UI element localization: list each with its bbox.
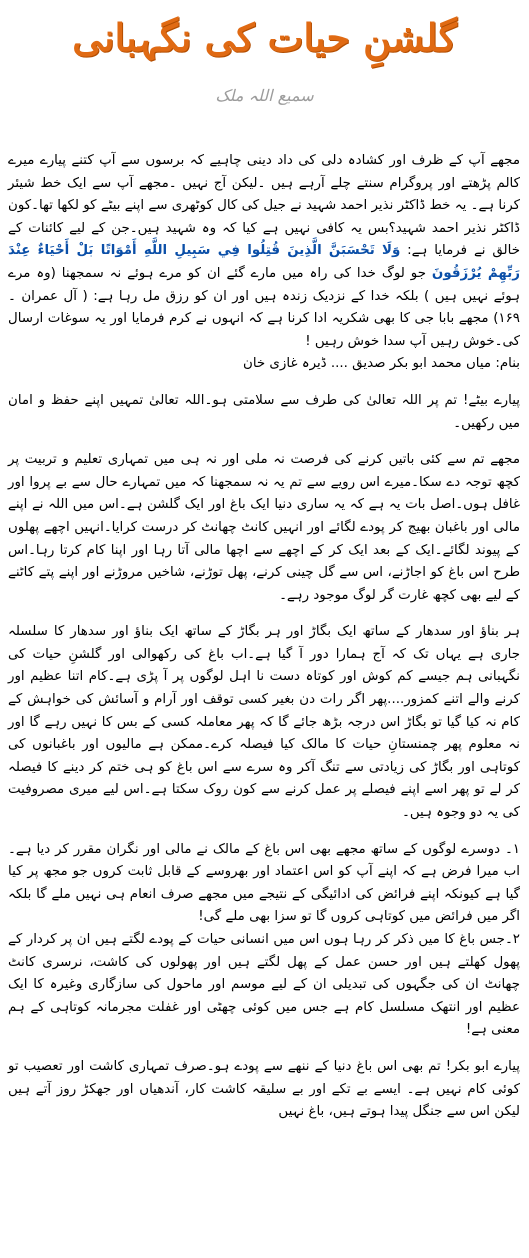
article-paragraph — [8, 929, 520, 1042]
article-paragraph — [8, 1056, 520, 1124]
paragraph-text: بنام: میاں محمد ابو بکر صدیق .... ڈیرہ غازی خان — [242, 356, 520, 372]
article-title: گلشنِ حیات کی نگہبانی — [72, 15, 457, 60]
paragraph-text: پیارے بیٹے! تم پر اللہ تعالیٰ کی طرف سے سلامتی ہو۔اللہ تعالیٰ تمہیں اپنے حفظ و امان میں رکھیں۔ — [8, 392, 520, 431]
article-paragraph — [8, 390, 520, 435]
paragraph-text: ۲۔جس باغ کا میں ذکر کر رہا ہوں اس میں انسانی حیات کے پودے لگتے ہیں ان پر کردار کے پھول کھلتے ہیں اور حسن عمل کے پھل لگتے ہیں اور پھولوں کی کاشت، نرسری کانٹ چھانٹ ان کی جگہوں کی تبدیلی ان کے لیے موسم اور ماحول کی سازگاری وغیرہ کا ایک عظیم اور انتھک مسلسل کام ہے جس میں کوئی چھٹی اور غفلت مجرمانہ کوتاہی کے ہم معنی ہے! — [8, 932, 520, 1038]
article-paragraph — [8, 449, 520, 607]
paragraph-text: مجھے آپ کے ظرف اور کشادہ دلی کی داد دینی چاہیے کہ برسوں سے آپ کتنے پیارے میرے کالم پڑھتے اور پروگرام سنتے چلے آرہے ہیں ۔لیکن آج نہیں ۔مجھے آپ سے ایک خط شیئر کرنا ہے۔ یہ خط ڈاکٹر نذیر احمد شہید نے جیل کی کال کوٹھری سے اپنے بیٹے کو لکھا تھا۔کون ڈاکٹر نذیر احمد شہید؟بس یہ کافی نہیں ہے کیا کہ وہ شہید ہیں۔جن کے لیے کائنات کے خالق نے فرمایا ہے: — [8, 153, 520, 259]
paragraph-text: پیارے ابو بکر! تم بھی اس باغ دنیا کے ننھے سے پودے ہو۔صرف تمہاری کاشت اور تعصیب تو کوئی کام نہیں ہے۔ ایسے بے تکے اور بے سلیقہ کاشت کار، آندھیاں اور جھکڑ روز آتے ہیں لیکن اس سے جنگل پیدا ہوتے ہیں، باغ نہیں — [8, 1058, 520, 1120]
article-paragraph — [8, 353, 520, 376]
article-paragraph — [8, 150, 520, 353]
article-paragraph — [8, 839, 520, 929]
quran-verse: وَلَا تَحْسَبَنَّ الَّذِينَ قُتِلُوا فِي سَبِيلِ اللَّهِ أَمْوَاتًا بَلْ أَحْيَاءٌ عِنْدَ رَبِّهِمْ يُرْزَقُونَ — [8, 243, 520, 281]
paragraph-text: ۱۔ دوسرے لوگوں کے ساتھ مجھے بھی اس باغ کے مالک نے مالی اور نگران مقرر کر دیا ہے۔اب میرا فرض ہے کہ اپنے آپ کو اس اعتماد اور بھروسے کے قابل ثابت کروں جو مجھ پر کیا گیا ہے کیونکہ اپنے فرائض کی ادائیگی کے نتیجے میں مجھے صرف انعام ہی نہیں ملے گا بلکہ اگر میں فرائض میں کوتاہی کروں گا تو سزا بھی ملے گی! — [8, 841, 520, 925]
article-paragraph — [8, 621, 520, 824]
author-byline: سمیع اللہ ملک — [215, 86, 314, 105]
paragraph-text: جو لوگ خدا کی راہ میں مارے گئے ان کو مرے ہوئے نہ سمجھنا (وہ مرے ہوئے نہیں ہیں ) بلکہ خدا کے نزدیک زندہ ہیں اور ان کو رزق مل رہا ہے: ( آل عمران ۔۱۶۹) مجھے بابا جی کا بھی شکریہ ادا کرنا ہے کہ انہوں نے کرم فرمایا اور یہ سوغات ارسال کی۔خوش رہیں آپ سدا خوش رہیں ! — [8, 265, 520, 349]
paragraph-text: ہر بناؤ اور سدھار کے ساتھ ایک بگاڑ اور ہر بگاڑ کے ساتھ ایک بناؤ اور سدھار کا سلسلہ جاری ہے یہاں تک کہ آج ہمارا دور آ گیا ہے۔اب باغ کی رکھوالی اور گلشنِ حیات کی نگہبانی ہم جیسے کم کوش اور کوتاہ دست نا اہل لوگوں پر آ پڑی ہے۔کام اتنا عظیم اور کرنے والے اتنے کمزور....پھر اگر رات دن بغیر کسی توقف اور آرام و آسائش کی خواہش کے کام نہ کیا گیا تو بگاڑ اس درجہ بڑھ جائے گا کہ پھر معاملہ کسی کے بس کا نہیں رہے گا اور نہ معلوم پھر چمنستانِ حیات کا مالک کیا فیصلہ کرے۔ممکن ہے مالیوں اور باغبانوں کی کوتاہی اور بگاڑ کی زیادتی سے تنگ آکر وہ سرے سے اس باغ کو ہی ختم کر دینے کا فیصلہ کر لے تو پھر اسے اپنے فیصلے پر عمل کرنے سے کون روک سکتا ہے۔اس لیے میری مصروفیت کی یہ دو وجوہ ہیں۔ — [8, 624, 520, 821]
article-body — [8, 150, 520, 1124]
paragraph-text: مجھے تم سے کئی باتیں کرنے کی فرصت نہ ملی اور نہ ہی میں تمہاری تعلیم و تربیت پر کچھ توجہ دے سکا۔میرے اس رویے سے تم یہ نہ سمجھنا کہ میں تمہارے حال سے بے پروا اور غافل ہوں۔اصل بات یہ ہے کہ یہ ساری دنیا ایک باغ اور ایک گلشن ہے۔اس میں اللہ نے اپنے مالی اور باغبان بھیج کر پودے لگائے اور انہیں کانٹ چھانٹ کر درست کرایا۔انہیں اچھے پھلوں کے پیوند لگائے۔ایک کے بعد ایک کر کے اچھے سے اچھا مالی آتا رہا اور اپنا کام کرتا رہا۔اس طرح اس باغ کو اجاڑنے، اس سے گل چینی کرنے، پھل توڑنے، شاخیں مروڑنے اور اپنے پتے کاٹنے کے لیے بھی کچھ غارت گر لوگ موجود رہے۔ — [8, 452, 520, 603]
